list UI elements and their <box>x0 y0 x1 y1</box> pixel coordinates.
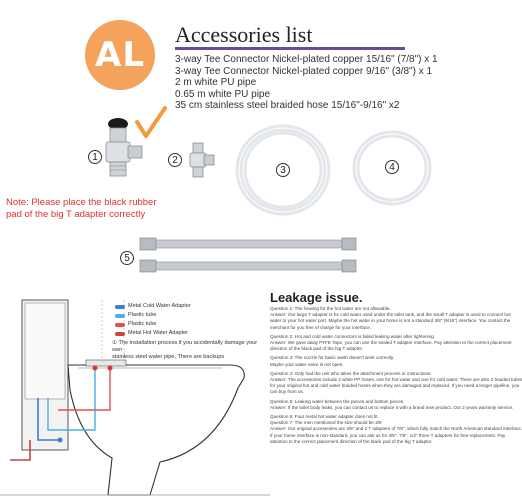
note-line: Note: Please place the black rubber <box>6 197 157 208</box>
legend-label: Plastic tube <box>128 321 157 327</box>
braided-hose-2 <box>140 260 356 272</box>
item-number-3: 3 <box>276 163 290 177</box>
faq-line: Question 7: The men mentioned the size should be 3/8 <box>270 420 382 426</box>
legend-item <box>115 302 191 311</box>
faq-line: Answer: If the toilet body leaks, you can contact us to replace it with a brand new product. Our 2 years warranty service. <box>270 404 514 410</box>
logo-text: AL <box>95 35 145 75</box>
legend-item <box>115 329 191 338</box>
checkmark-icon <box>137 108 165 136</box>
leakage-title: Leakage issue. <box>270 290 363 305</box>
faq-line: Question 4: Only had the unit who takes the attachment process or instructions. <box>270 370 432 376</box>
faq-line: Maybe your water valve is not open. <box>270 361 344 367</box>
accessory-item: 3-way Tee Connector Nickel-plated copper 9/16" (3/8") x 1 <box>175 65 433 77</box>
legend-swatch <box>115 332 125 336</box>
accessory-item: 35 cm stainless steel braided hose 15/16"-9/16" x2 <box>175 100 400 112</box>
legend-swatch <box>115 314 125 318</box>
faq-line: direction of the black pad of the big T adapter. <box>270 346 364 352</box>
leakage-faq <box>270 306 522 445</box>
legend-swatch <box>115 305 125 309</box>
legend-item <box>115 311 191 320</box>
faq-line: Question 1: The heating for the hot water are not allowable. <box>270 306 391 311</box>
faq-line: Question 2: Hot and cold water connectors is failed leaking water after tightening. <box>270 333 435 339</box>
big-tee-connector-image <box>106 118 142 176</box>
faq-line: Question 5: Leaking water between the pieces and bottom pieces. <box>270 398 405 404</box>
legend-label: Metal Hot Water Adapter <box>128 330 189 336</box>
faq-line: Question 3: The nozzle for basic wash doesn't work correctly. <box>270 355 395 361</box>
item-number-4: 4 <box>385 160 399 174</box>
install-note-line: stainless steel water pipe, There are backups <box>112 354 225 360</box>
page-title: Accessories list <box>175 22 313 47</box>
faq-line: Answer: Our large T adapter is for cold water used under the toilet tank, and the small T adapter is used to connect hot <box>270 312 511 318</box>
faq-line: If your home interface is non-standard, you can ask us for 3/8", 7/8", 1/2" three T adapters for free replacement. Pay <box>270 432 506 438</box>
legend-item <box>115 320 191 329</box>
legend-label: Plastic tube <box>128 312 157 318</box>
diagram-legend <box>115 302 191 338</box>
legend-label: Metal Cold Water Adapter <box>128 303 191 309</box>
faq-line: can buy from us. <box>270 389 304 395</box>
faq-line: Question 6: Four metal hot water adapter does not fit. <box>270 414 379 420</box>
rubber-pad-note <box>6 197 206 221</box>
faq-line: Answer: The accessories include 2 white PP hoses, one for hot water and one for cold water. There are also 2 braided tubes <box>270 377 522 383</box>
faq-line: for your original hot and cold water braided hoses when they are damaged and replaced. If you need a longer pipeline, you <box>270 383 520 389</box>
item-number-5: 5 <box>120 251 134 265</box>
faq-line: water to your hot water port. Maybe the hot water in your home is not a standard 3/8" (9/16") interface. You contact the <box>270 318 511 324</box>
note-line: pad of the big T adapter correctly <box>6 209 146 220</box>
install-note-line: ① The installation process if you accidentally damage your own <box>112 340 258 353</box>
faq-line: merchant for you free of charge for your interface. <box>270 324 372 330</box>
accessory-item: 0.65 m white PU pipe <box>175 88 271 100</box>
install-note <box>112 340 262 361</box>
accessory-item: 3-way Tee Connector Nickel-plated copper 15/16" (7/8") x 1 <box>175 54 438 65</box>
faq-line: attention to the correct placement direction of the black pad of the big T adapter. <box>270 438 433 444</box>
item-number-1: 1 <box>88 150 102 164</box>
item-number-2: 2 <box>168 153 182 167</box>
accessory-item: 2 m white PU pipe <box>175 77 257 89</box>
braided-hose-1 <box>140 238 356 250</box>
faq-line: Answer: Our original accessories are 3/8" and 2 T adapters of 7/8", which fully match the North American standard interface. <box>270 426 522 432</box>
legend-swatch <box>115 323 125 327</box>
small-tee-connector-image <box>190 143 214 177</box>
faq-line: Answer: We gave away PTFE Tape, you can use the sealed T adapter interface. Pay attention to the correct placement <box>270 340 512 346</box>
